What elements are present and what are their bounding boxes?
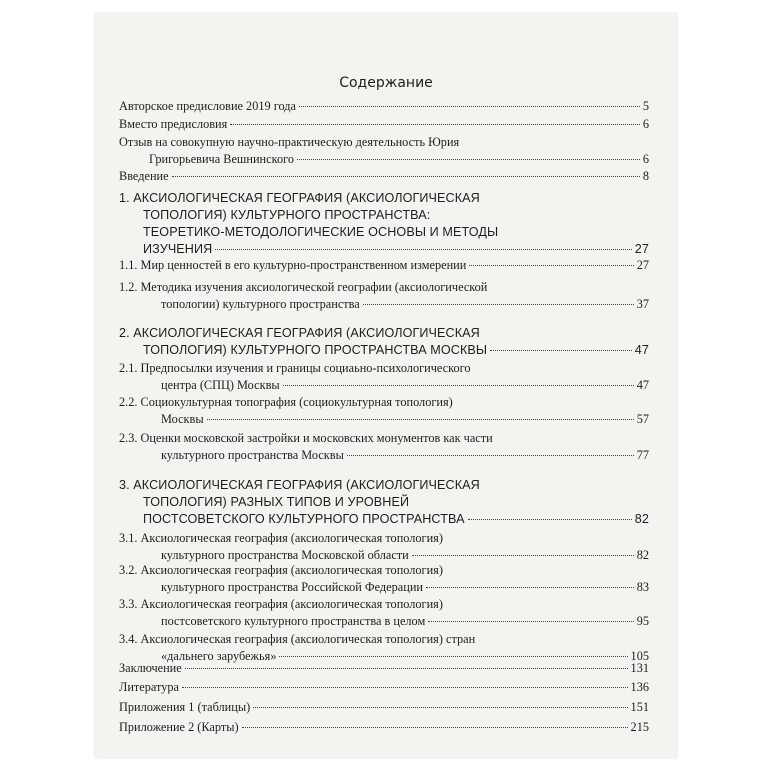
toc-entry-title: Авторское предисловие 2019 года: [119, 99, 296, 113]
leader-dots: [279, 656, 627, 657]
toc-entry: [119, 699, 649, 716]
toc-entry-title: 3.1. Аксиологическая география (аксиологическая топология): [119, 531, 443, 545]
leader-dots: [242, 727, 628, 728]
toc-entry-title: 1. АКСИОЛОГИЧЕСКАЯ ГЕОГРАФИЯ (АКСИОЛОГИЧЕСКАЯ: [119, 191, 480, 205]
toc-entry-title: 3. АКСИОЛОГИЧЕСКАЯ ГЕОГРАФИЯ (АКСИОЛОГИЧЕСКАЯ: [119, 478, 480, 492]
toc-page-number: 27: [634, 242, 649, 256]
toc-entry-title: топологии) культурного пространства: [161, 297, 360, 311]
toc-entry-title: «дальнего зарубежья»: [161, 649, 277, 663]
toc-entry: [119, 679, 649, 696]
leader-dots: [230, 124, 640, 125]
toc-page-number: 131: [630, 661, 649, 675]
toc-entry-title: ТОПОЛОГИЯ) КУЛЬТУРНОГО ПРОСТРАНСТВА МОСКВЫ: [143, 343, 488, 357]
toc-page-number: 47: [636, 378, 649, 392]
leader-dots: [283, 385, 634, 386]
toc-page-number: 83: [636, 580, 649, 594]
leader-dots: [468, 519, 632, 520]
toc-part-heading: [119, 477, 649, 528]
toc-entry-title: Приложения 1 (таблицы): [119, 700, 251, 714]
leader-dots: [299, 106, 640, 107]
leader-dots: [185, 668, 628, 669]
toc-entry: [119, 116, 649, 133]
leader-dots: [253, 707, 627, 708]
toc-page-number: 8: [642, 169, 649, 183]
toc-entry: [119, 394, 649, 428]
toc-page-number: 27: [636, 258, 649, 272]
page-title: Содержание: [339, 75, 433, 91]
toc-page-number: 5: [642, 99, 649, 113]
toc-entry-title: 3.4. Аксиологическая география (аксиологическая топология) стран: [119, 632, 476, 646]
book-page: [95, 13, 677, 758]
toc-entry-title: 2.2. Социокультурная топография (социокультурная топология): [119, 395, 453, 409]
toc-entry: [119, 660, 649, 677]
toc-entry: [119, 530, 649, 564]
leader-dots: [347, 455, 634, 456]
toc-entry-title: Приложение 2 (Карты): [119, 720, 239, 734]
toc-entry-title: ТЕОРЕТИКО-МЕТОДОЛОГИЧЕСКИЕ ОСНОВЫ И МЕТОДЫ: [143, 225, 499, 239]
toc-page-number: 95: [636, 614, 649, 628]
toc-entry-title: 3.3. Аксиологическая география (аксиологическая топология): [119, 597, 443, 611]
toc-page-number: 77: [636, 448, 649, 462]
toc-entry-title: культурного пространства Москвы: [161, 448, 344, 462]
toc-entry-title: культурного пространства Российской Федерации: [161, 580, 423, 594]
leader-dots: [172, 176, 640, 177]
toc-page-number: 136: [630, 680, 649, 694]
toc-entry-title: Литература: [119, 680, 180, 694]
toc-page-number: 6: [642, 117, 649, 131]
leader-dots: [490, 350, 632, 351]
leader-dots: [426, 587, 634, 588]
toc-entry: [119, 430, 649, 464]
toc-entry: [119, 257, 649, 274]
toc-entry-title: Москвы: [161, 412, 204, 426]
toc-part-heading: [119, 190, 649, 258]
toc-page-number: 151: [630, 700, 649, 714]
toc-entry-title: Вместо предисловия: [119, 117, 228, 131]
toc-entry: [119, 134, 649, 168]
leader-dots: [363, 304, 634, 305]
toc-page-number: 105: [630, 649, 649, 663]
leader-dots: [469, 265, 633, 266]
toc-entry-title: 1.1. Мир ценностей в его культурно-пространственном измерении: [119, 258, 467, 272]
toc-page-number: 57: [636, 412, 649, 426]
toc-entry-title: Заключение: [119, 661, 182, 675]
toc-entry: [119, 596, 649, 630]
toc-entry-title: 1.2. Методика изучения аксиологической географии (аксиологической: [119, 280, 488, 294]
toc-entry-title: Григорьевича Вешнинского: [149, 152, 294, 166]
toc-entry: [119, 279, 649, 313]
toc-entry-title: 2.3. Оценки московской застройки и московских монументов как части: [119, 431, 493, 445]
leader-dots: [412, 555, 634, 556]
toc-part-heading: [119, 325, 649, 359]
toc-entry-title: ПОСТСОВЕТСКОГО КУЛЬТУРНОГО ПРОСТРАНСТВА: [143, 512, 465, 526]
leader-dots: [215, 249, 631, 250]
toc-entry: [119, 562, 649, 596]
toc-entry-title: ТОПОЛОГИЯ) РАЗНЫХ ТИПОВ И УРОВНЕЙ: [143, 495, 410, 509]
toc-page-number: 37: [636, 297, 649, 311]
toc-entry: [119, 98, 649, 115]
toc-entry: [119, 360, 649, 394]
toc-page-number: 82: [634, 512, 649, 526]
leader-dots: [297, 159, 640, 160]
toc-entry-title: 2. АКСИОЛОГИЧЕСКАЯ ГЕОГРАФИЯ (АКСИОЛОГИЧЕСКАЯ: [119, 326, 480, 340]
toc-entry-title: 2.1. Предпосылки изучения и границы социаьно-психологического: [119, 361, 471, 375]
toc-page-number: 47: [634, 343, 649, 357]
toc-entry: [119, 168, 649, 185]
toc-entry-title: центра (СПЦ) Москвы: [161, 378, 280, 392]
toc-entry-title: ИЗУЧЕНИЯ: [143, 242, 213, 256]
toc-page-number: 6: [642, 152, 649, 166]
toc-entry-title: ТОПОЛОГИЯ) КУЛЬТУРНОГО ПРОСТРАНСТВА:: [143, 208, 431, 222]
toc-entry-title: культурного пространства Московской области: [161, 548, 409, 562]
toc-entry-title: Отзыв на совокупную научно-практическую деятельность Юрия: [119, 135, 460, 149]
leader-dots: [182, 687, 628, 688]
toc-entry: [119, 719, 649, 736]
toc-entry-title: Введение: [119, 169, 169, 183]
toc-page-number: 82: [636, 548, 649, 562]
leader-dots: [428, 621, 633, 622]
toc-entry-title: 3.2. Аксиологическая география (аксиологическая топология): [119, 563, 443, 577]
toc-entry-title: постсоветского культурного пространства в целом: [161, 614, 426, 628]
leader-dots: [207, 419, 634, 420]
toc-page-number: 215: [630, 720, 649, 734]
